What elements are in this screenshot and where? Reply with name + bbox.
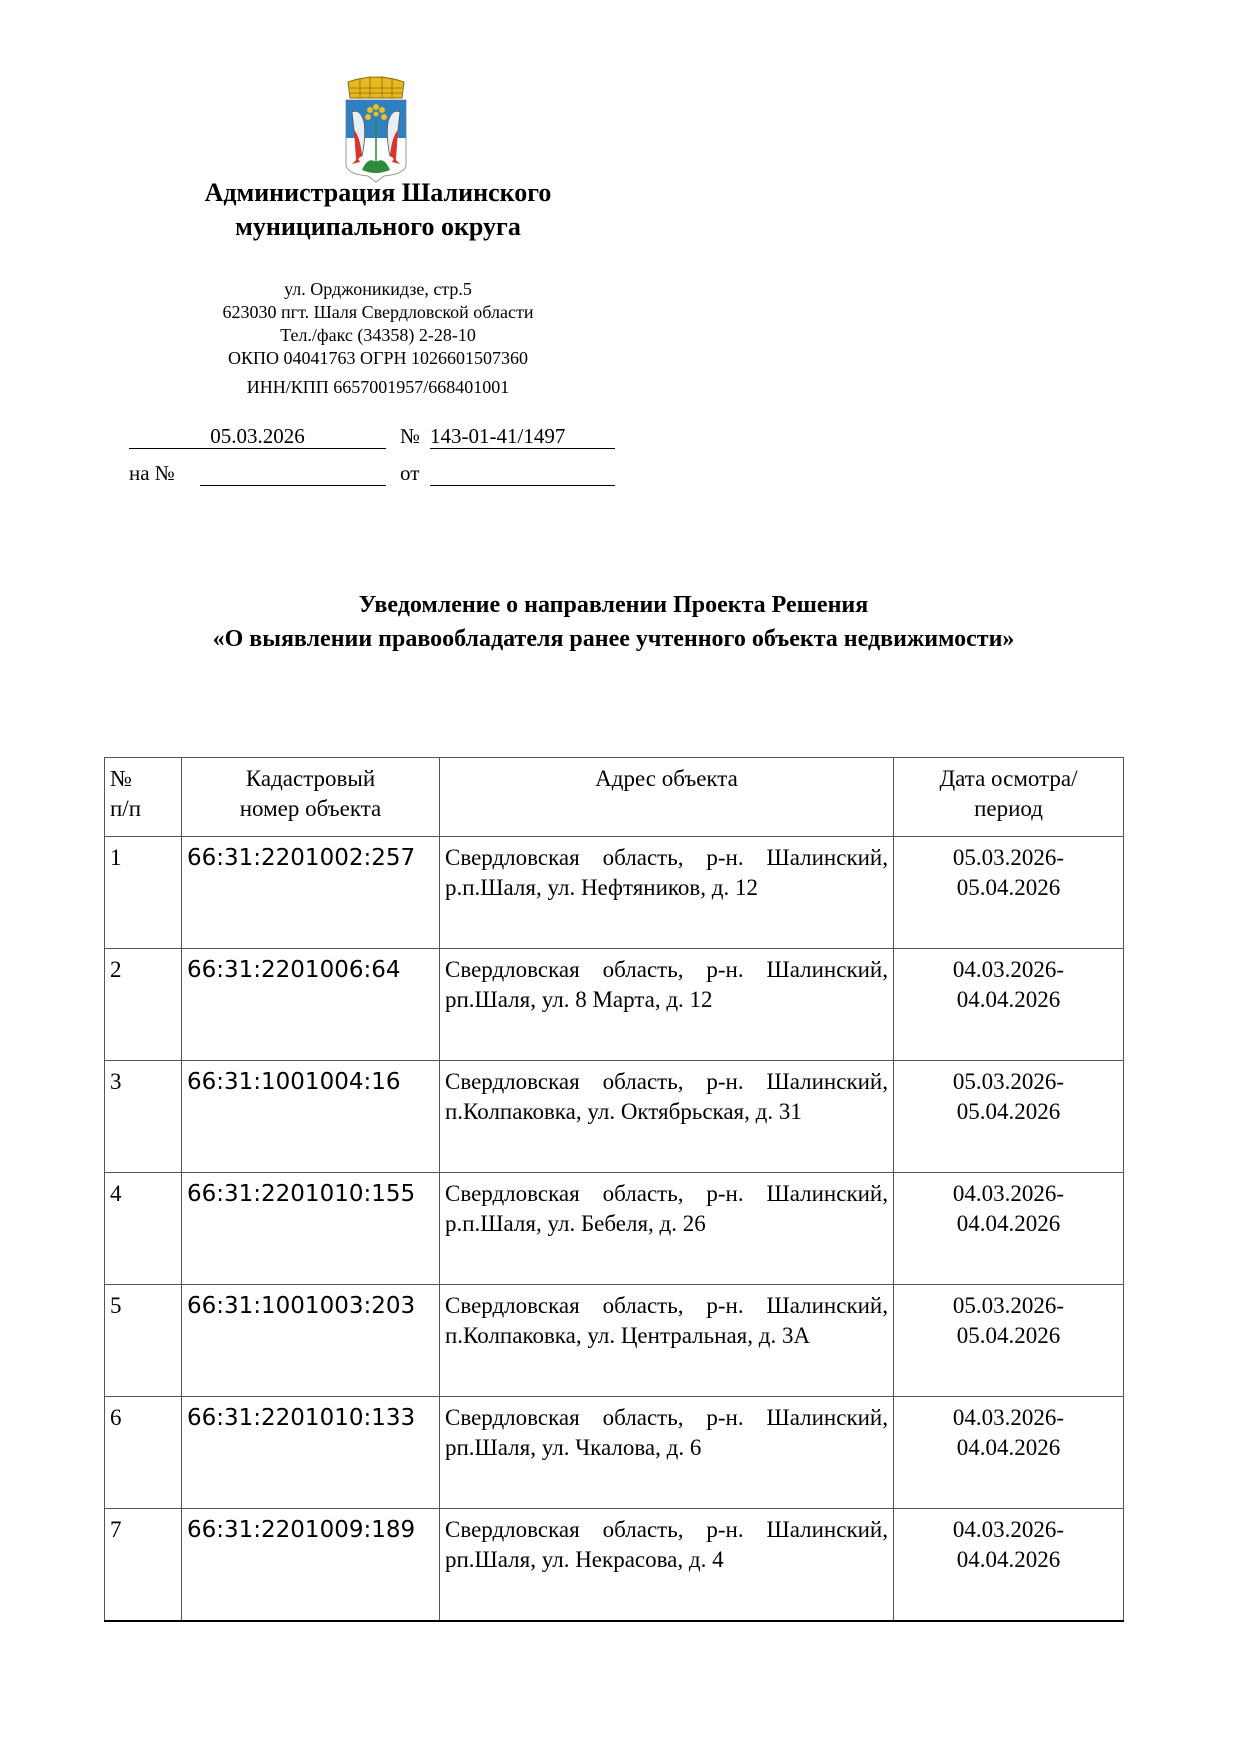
cadastral-number: 66:31:2201010:133: [182, 1397, 440, 1509]
table-row: [105, 949, 1124, 1061]
reply-to-number-field: [200, 461, 386, 486]
org-name-line1: Администрация Шалинского: [204, 178, 552, 207]
table-row: [105, 1285, 1124, 1397]
object-address: Свердловская область, р-н. Шалинский, п.Колпаковка, ул. Октябрьская, д. 31: [440, 1061, 894, 1173]
address-city: 623030 пгт. Шаля Свердловской области: [222, 302, 534, 322]
table-row: [105, 1397, 1124, 1509]
object-address: Свердловская область, р-н. Шалинский, рп.Шаля, ул. 8 Марта, д. 12: [440, 949, 894, 1061]
cadastral-number: 66:31:2201010:155: [182, 1173, 440, 1285]
inspection-period: 05.03.2026- 05.04.2026: [894, 1285, 1124, 1397]
cadastral-number: 66:31:2201006:64: [182, 949, 440, 1061]
address-street: ул. Орджоникидзе, стр.5: [284, 279, 472, 299]
outgoing-number: [430, 424, 615, 449]
object-address: Свердловская область, р-н. Шалинский, п.Колпаковка, ул. Центральная, д. 3А: [440, 1285, 894, 1397]
outgoing-date-value: 05.03.2026: [210, 424, 305, 448]
row-num: 1: [105, 837, 182, 949]
document-title-line1: Уведомление о направлении Проекта Решения: [358, 592, 869, 618]
inspection-period: 04.03.2026- 04.04.2026: [894, 1509, 1124, 1622]
object-address: Свердловская область, р-н. Шалинский, рп.Шаля, ул. Чкалова, д. 6: [440, 1397, 894, 1509]
cadastral-number: 66:31:2201002:257: [182, 837, 440, 949]
document-title-line2: «О выявлении правообладателя ранее учтенного объекта недвижимости»: [212, 626, 1015, 652]
address-phone: Тел./факс (34358) 2-28-10: [280, 325, 476, 345]
objects-table: [104, 757, 1124, 1622]
col-header-cadastral: Кадастровый номер объекта: [182, 758, 440, 837]
inspection-period: 04.03.2026- 04.04.2026: [894, 949, 1124, 1061]
object-address: Свердловская область, р-н. Шалинский, рп.Шаля, ул. Некрасова, д. 4: [440, 1509, 894, 1622]
inspection-period: 04.03.2026- 04.04.2026: [894, 1173, 1124, 1285]
address-inn-kpp: ИНН/КПП 6657001957/668401001: [246, 377, 510, 397]
inspection-period: 05.03.2026- 05.04.2026: [894, 837, 1124, 949]
row-num: 7: [105, 1509, 182, 1622]
col-header-period: Дата осмотра/ период: [894, 758, 1124, 837]
from-date-field: [430, 461, 615, 486]
from-label: от: [400, 461, 420, 485]
inspection-period: 05.03.2026- 05.04.2026: [894, 1061, 1124, 1173]
outgoing-date: [129, 424, 386, 449]
table-row: [105, 1509, 1124, 1622]
row-num: 2: [105, 949, 182, 1061]
row-num: 4: [105, 1173, 182, 1285]
col-header-address: Адрес объекта: [440, 758, 894, 837]
row-num: 5: [105, 1285, 182, 1397]
table-row: [105, 1061, 1124, 1173]
inspection-period: 04.03.2026- 04.04.2026: [894, 1397, 1124, 1509]
row-num: 6: [105, 1397, 182, 1509]
table-row: [105, 1173, 1124, 1285]
cadastral-number: 66:31:1001004:16: [182, 1061, 440, 1173]
table-row: [105, 837, 1124, 949]
table-header-row: [105, 758, 1124, 837]
number-sign: №: [400, 424, 421, 448]
org-address-block: [128, 278, 628, 399]
col-header-num: № п/п: [105, 758, 182, 837]
coat-of-arms-icon: [344, 72, 408, 184]
row-num: 3: [105, 1061, 182, 1173]
cadastral-number: 66:31:2201009:189: [182, 1509, 440, 1622]
document-title: [104, 588, 1123, 656]
address-okpo-ogrn: ОКПО 04041763 ОГРН 1026601507360: [228, 348, 528, 368]
object-address: Свердловская область, р-н. Шалинский, р.п.Шаля, ул. Бебеля, д. 26: [440, 1173, 894, 1285]
outgoing-number-value: 143-01-41/1497: [430, 424, 566, 448]
reply-to-label: на №: [129, 461, 175, 485]
cadastral-number: 66:31:1001003:203: [182, 1285, 440, 1397]
org-name-line2: муниципального округа: [235, 212, 521, 241]
object-address: Свердловская область, р-н. Шалинский, р.п.Шаля, ул. Нефтяников, д. 12: [440, 837, 894, 949]
